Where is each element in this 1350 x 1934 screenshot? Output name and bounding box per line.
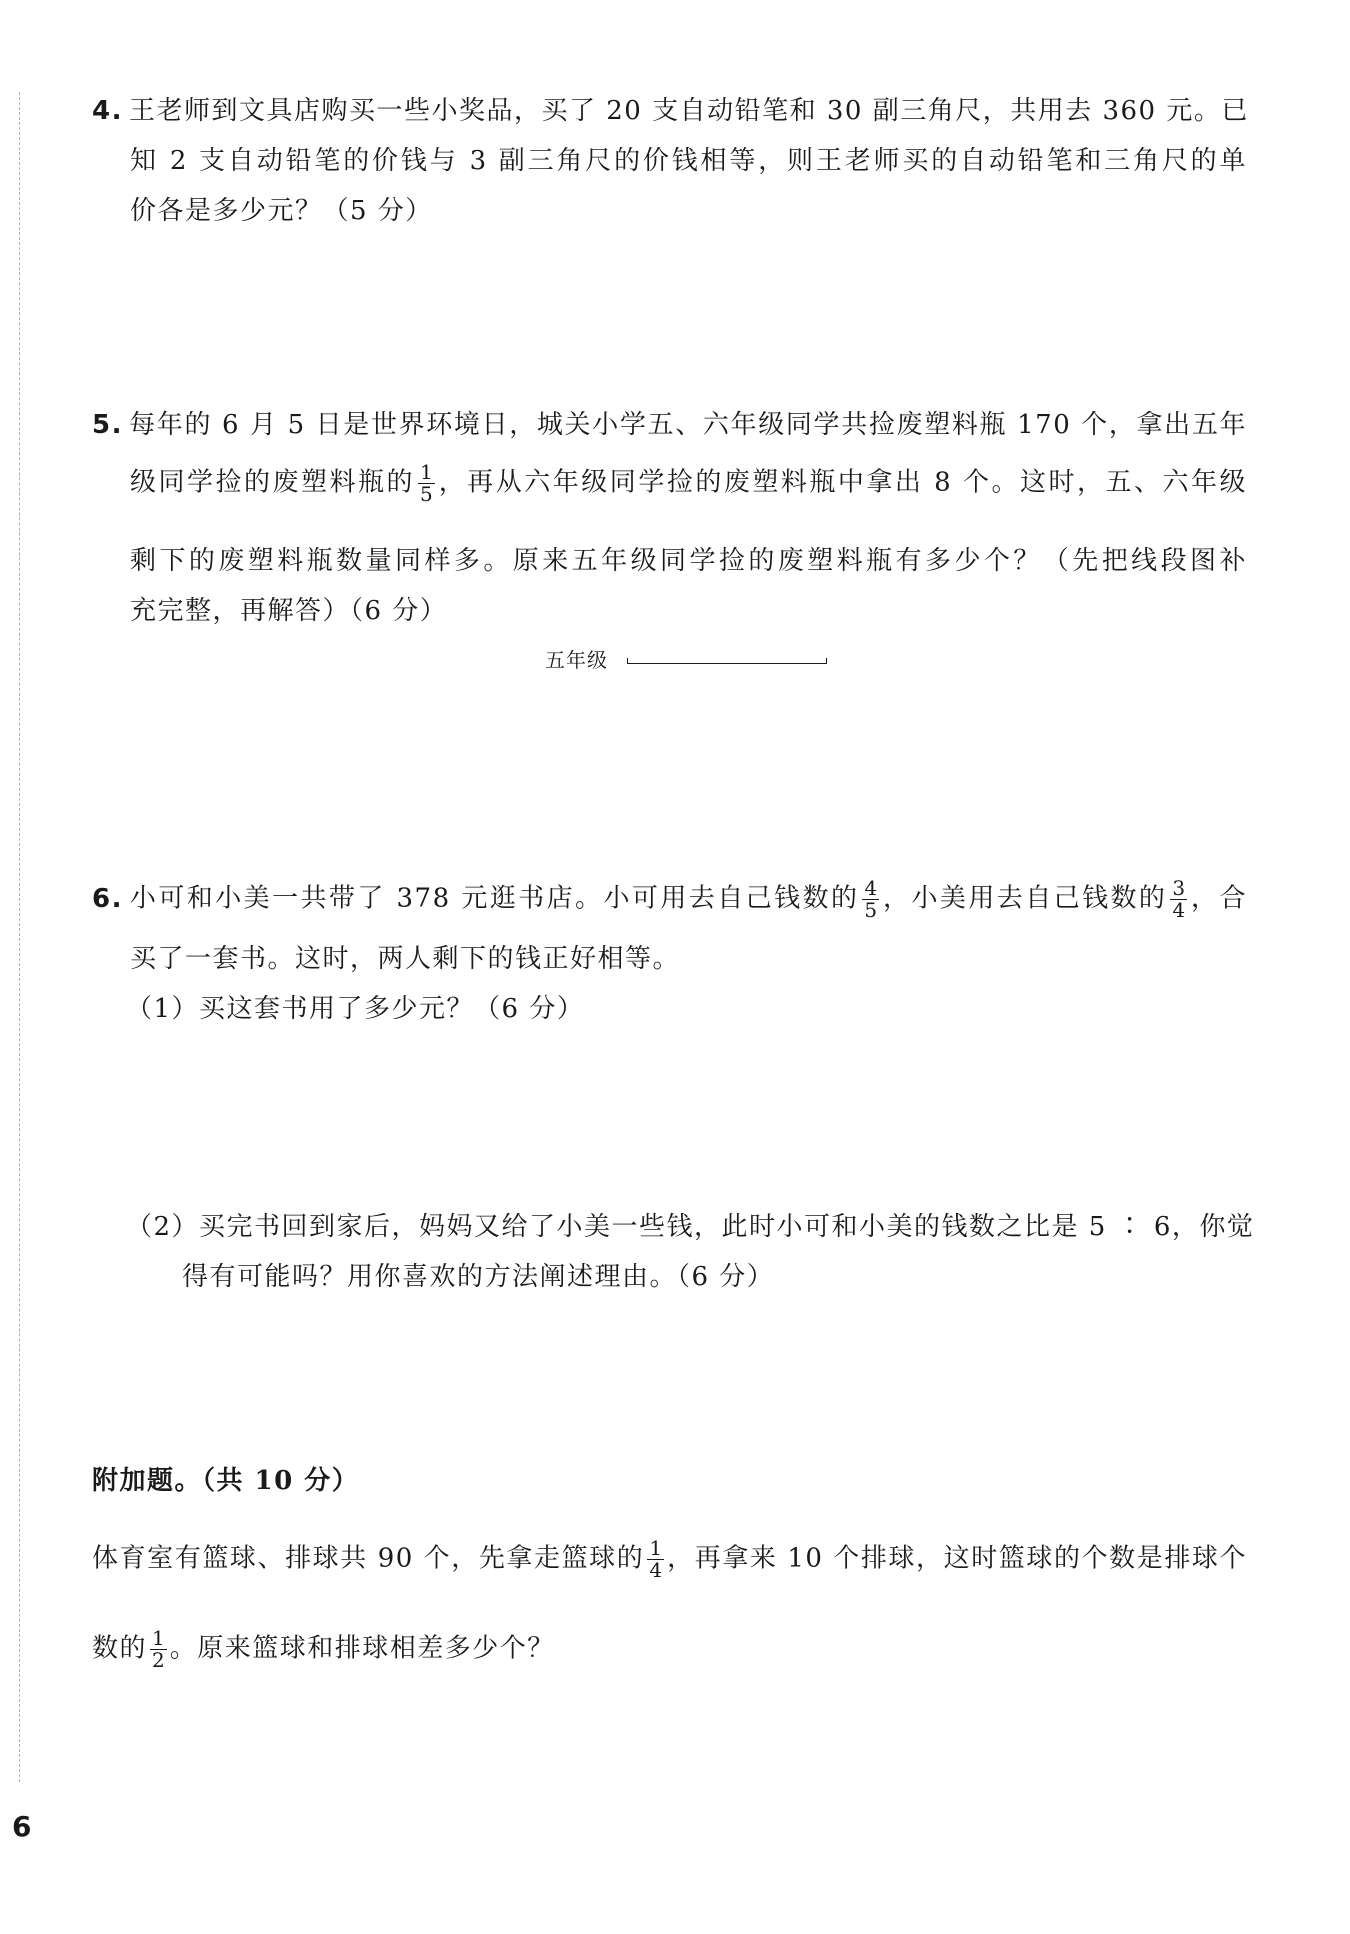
question-number: 5. bbox=[92, 410, 123, 440]
question-text: 体育室有篮球、排球共 90 个，先拿走篮球的 bbox=[92, 1543, 645, 1574]
question-text: 王老师到文具店购买一些小奖品，买了 20 支自动铅笔和 30 副三角尺，共用去 360 元。已 bbox=[128, 96, 1249, 126]
fraction: $\frac{1}{2}$ bbox=[152, 1626, 165, 1672]
question-text: 小可和小美一共带了 378 元逛书店。小可用去自己钱数的 bbox=[128, 883, 860, 914]
fraction: $\frac{1}{5}$ bbox=[420, 460, 433, 506]
question-number: 4. bbox=[92, 96, 123, 126]
sub-question-2: （2）买完书回到家后，妈妈又给了小美一些钱，此时小可和小美的钱数之比是 5 ∶ 6，你觉 bbox=[126, 1212, 1255, 1242]
question-text: 买了一套书。这时，两人剩下的钱正好相等。 bbox=[130, 944, 681, 974]
question-text: 数的 bbox=[92, 1633, 148, 1664]
question-text: ，合 bbox=[1190, 883, 1247, 914]
question-text: ，再从六年级同学捡的废塑料瓶中拿出 8 个。这时，五、六年级 bbox=[437, 467, 1247, 498]
binding-margin-line bbox=[19, 92, 20, 1782]
diagram-label: 五年级 bbox=[545, 648, 608, 672]
grade-five-segment bbox=[627, 658, 827, 664]
question-number: 6. bbox=[92, 883, 123, 914]
question-text: 充完整，再解答）（6 分） bbox=[130, 596, 448, 626]
fraction: $\frac{3}{4}$ bbox=[1172, 876, 1186, 922]
bonus-title: 附加题。（共 10 分） bbox=[92, 1466, 360, 1496]
question-text: 价各是多少元？（5 分） bbox=[130, 196, 433, 226]
page-number: 6 bbox=[12, 1810, 32, 1843]
fraction: $\frac{1}{4}$ bbox=[649, 1536, 663, 1582]
question-text: ，再拿来 10 个排球，这时篮球的个数是排球个 bbox=[667, 1543, 1247, 1574]
sub-question-2-continued: 得有可能吗？用你喜欢的方法阐述理由。（6 分） bbox=[182, 1262, 775, 1292]
question-text: ，小美用去自己钱数的 bbox=[882, 883, 1168, 914]
question-text: 知 2 支自动铅笔的价钱与 3 副三角尺的价钱相等，则王老师买的自动铅笔和三角尺的单 bbox=[130, 146, 1247, 176]
fraction: $\frac{4}{5}$ bbox=[864, 876, 878, 922]
question-text: 级同学捡的废塑料瓶的 bbox=[130, 467, 416, 498]
sub-question-1: （1）买这套书用了多少元？（6 分） bbox=[126, 994, 585, 1024]
question-text: 。原来篮球和排球相差多少个？ bbox=[169, 1633, 555, 1664]
question-text: 剩下的废塑料瓶数量同样多。原来五年级同学捡的废塑料瓶有多少个？（先把线段图补 bbox=[130, 546, 1247, 576]
question-text: 每年的 6 月 5 日是世界环境日，城关小学五、六年级同学共捡废塑料瓶 170 个，拿出五年 bbox=[128, 410, 1247, 440]
